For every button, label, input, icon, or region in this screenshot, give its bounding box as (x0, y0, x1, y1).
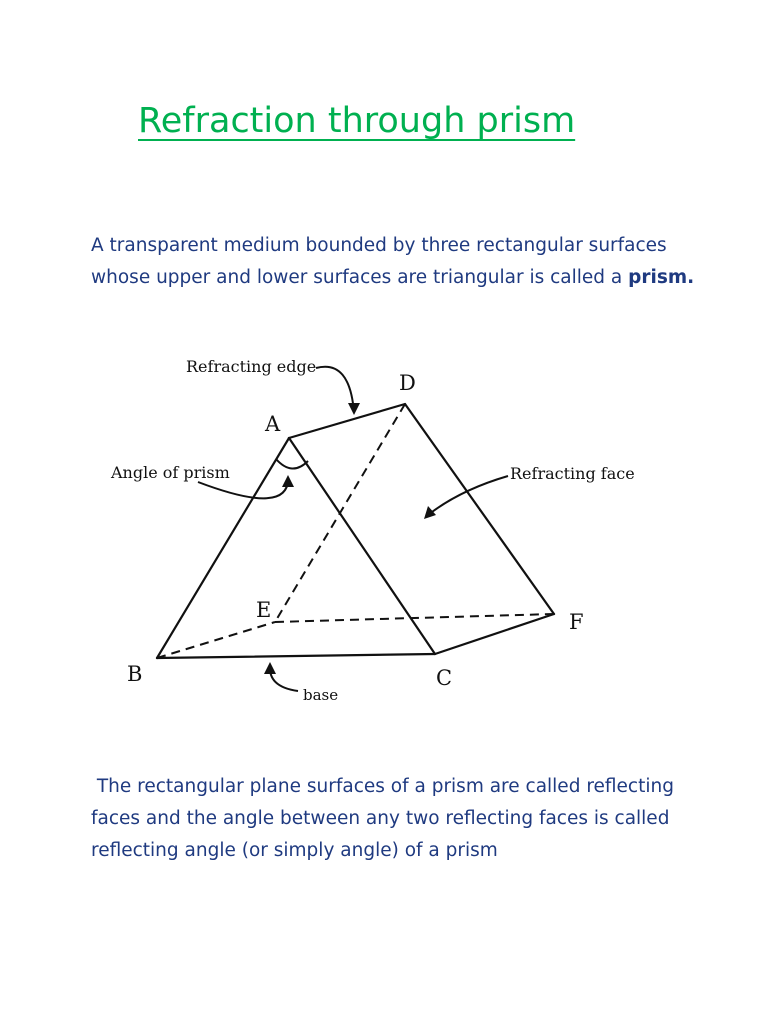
definition-line-3: reflecting angle (or simply angle) of a prism (91, 840, 498, 861)
intro-paragraph (91, 230, 694, 294)
definition-paragraph (91, 771, 674, 867)
refracting-face-label: Refracting face (510, 464, 635, 483)
base-arrowhead (264, 662, 276, 674)
refracting-face-arrowhead (424, 506, 436, 519)
vertex-c-label: C (436, 666, 453, 690)
refracting-edge-arrowhead (348, 403, 360, 415)
base-arrow (270, 665, 298, 691)
intro-line-1: A transparent medium bounded by three rectangular surfaces (91, 235, 667, 256)
refracting-face-arrow (428, 476, 508, 515)
prism-diagram (100, 335, 680, 725)
vertex-b-label: B (127, 662, 143, 686)
edge-bc (157, 654, 435, 658)
angle-of-prism-label: Angle of prism (111, 463, 230, 482)
base-label: base (303, 686, 339, 704)
page-title: Refraction through prism (138, 101, 576, 141)
definition-line-1: The rectangular plane surfaces of a prism are called reflecting (91, 776, 674, 797)
vertex-e-label: E (256, 598, 272, 622)
prism-diagram-svg (100, 335, 680, 725)
prism-term: prism. (628, 267, 695, 288)
definition-line-2: faces and the angle between any two reflecting faces is called (91, 808, 670, 829)
intro-line-2: whose upper and lower surfaces are triangular is called a (91, 267, 629, 288)
refracting-edge-label: Refracting edge (186, 357, 317, 376)
angle-of-prism-arrowhead (282, 475, 294, 487)
edge-ef-hidden (275, 614, 554, 622)
refracting-edge-arrow (316, 367, 354, 413)
vertex-a-label: A (265, 412, 281, 436)
edge-cf (435, 614, 554, 654)
vertex-f-label: F (569, 610, 584, 634)
vertex-d-label: D (399, 371, 416, 395)
